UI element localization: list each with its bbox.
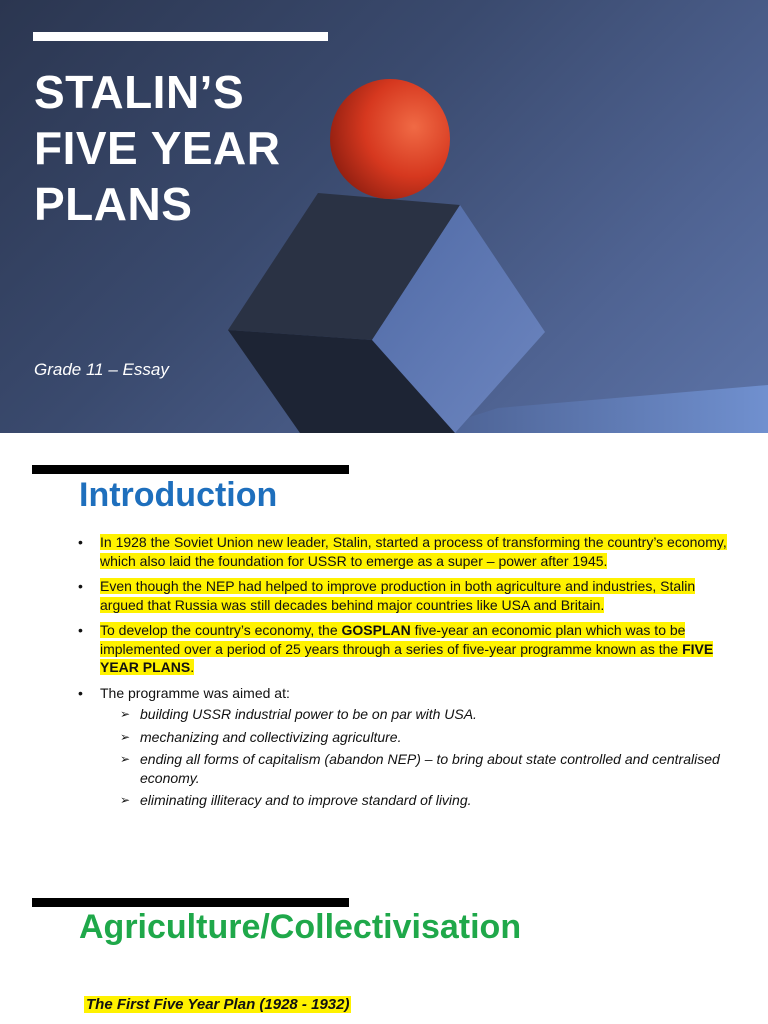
subheading-first-five-year-plan: The First Five Year Plan (1928 - 1932) [86, 996, 350, 1013]
list-item [78, 684, 728, 810]
list-item [78, 577, 728, 614]
introduction-list [78, 533, 728, 817]
bullet-text-part: . [190, 659, 195, 675]
page-subtitle: Grade 11 – Essay [34, 360, 169, 379]
bullet-icon: • [78, 684, 83, 701]
aim-item [120, 728, 728, 747]
page-title: STALIN’S FIVE YEAR PLANS [34, 66, 281, 230]
hero-banner [0, 0, 768, 433]
aim-text: ending all forms of capitalism (abandon NEP) – to bring about state controlled and centralised economy. [140, 751, 720, 786]
five-year-plans-term: FIVE YEAR PLANS [100, 640, 714, 675]
heading-agriculture: Agriculture/Collectivisation [79, 908, 522, 946]
bullet-text: The programme was aimed at: [100, 684, 290, 701]
section-divider [32, 898, 349, 907]
list-item [78, 533, 728, 570]
list-item [78, 621, 728, 677]
aim-text: eliminating illiteracy and to improve standard of living. [140, 792, 472, 808]
bullet-text-part: To develop the country’s economy, the [100, 622, 342, 638]
gosplan-term: GOSPLAN [341, 622, 411, 638]
bullet-text [100, 622, 713, 675]
red-sphere [330, 79, 450, 199]
aim-text: mechanizing and collectivizing agriculture. [140, 728, 402, 745]
section-divider [32, 465, 349, 474]
hero-accent-bar [33, 32, 328, 41]
arrow-bullet-icon: ➢ [120, 707, 131, 721]
aim-item [120, 750, 728, 787]
bullet-text: Even though the NEP had helped to improve production in both agriculture and industries, Stalin argued that Russia was still decades behind major countries like USA and Britain. [100, 578, 696, 613]
heading-introduction: Introduction [79, 476, 278, 514]
aim-item [120, 705, 728, 724]
bullet-text: In 1928 the Soviet Union new leader, Stalin, started a process of transforming the country’s economy, which also laid the foundation for USSR to emerge as a super – power after 1945. [100, 534, 727, 569]
arrow-bullet-icon: ➢ [120, 793, 131, 807]
bullet-icon: • [78, 578, 83, 594]
aims-list [100, 705, 728, 810]
bullet-text-part: five-year an economic plan which was to be implemented over a period of 25 years through a series of five-year programme known as the [100, 622, 686, 657]
bullet-icon: • [78, 534, 83, 550]
arrow-bullet-icon: ➢ [120, 729, 131, 744]
aim-text: building USSR industrial power to be on par with USA. [140, 706, 477, 722]
arrow-bullet-icon: ➢ [120, 752, 131, 766]
aim-item [120, 791, 728, 810]
bullet-icon: • [78, 622, 83, 638]
